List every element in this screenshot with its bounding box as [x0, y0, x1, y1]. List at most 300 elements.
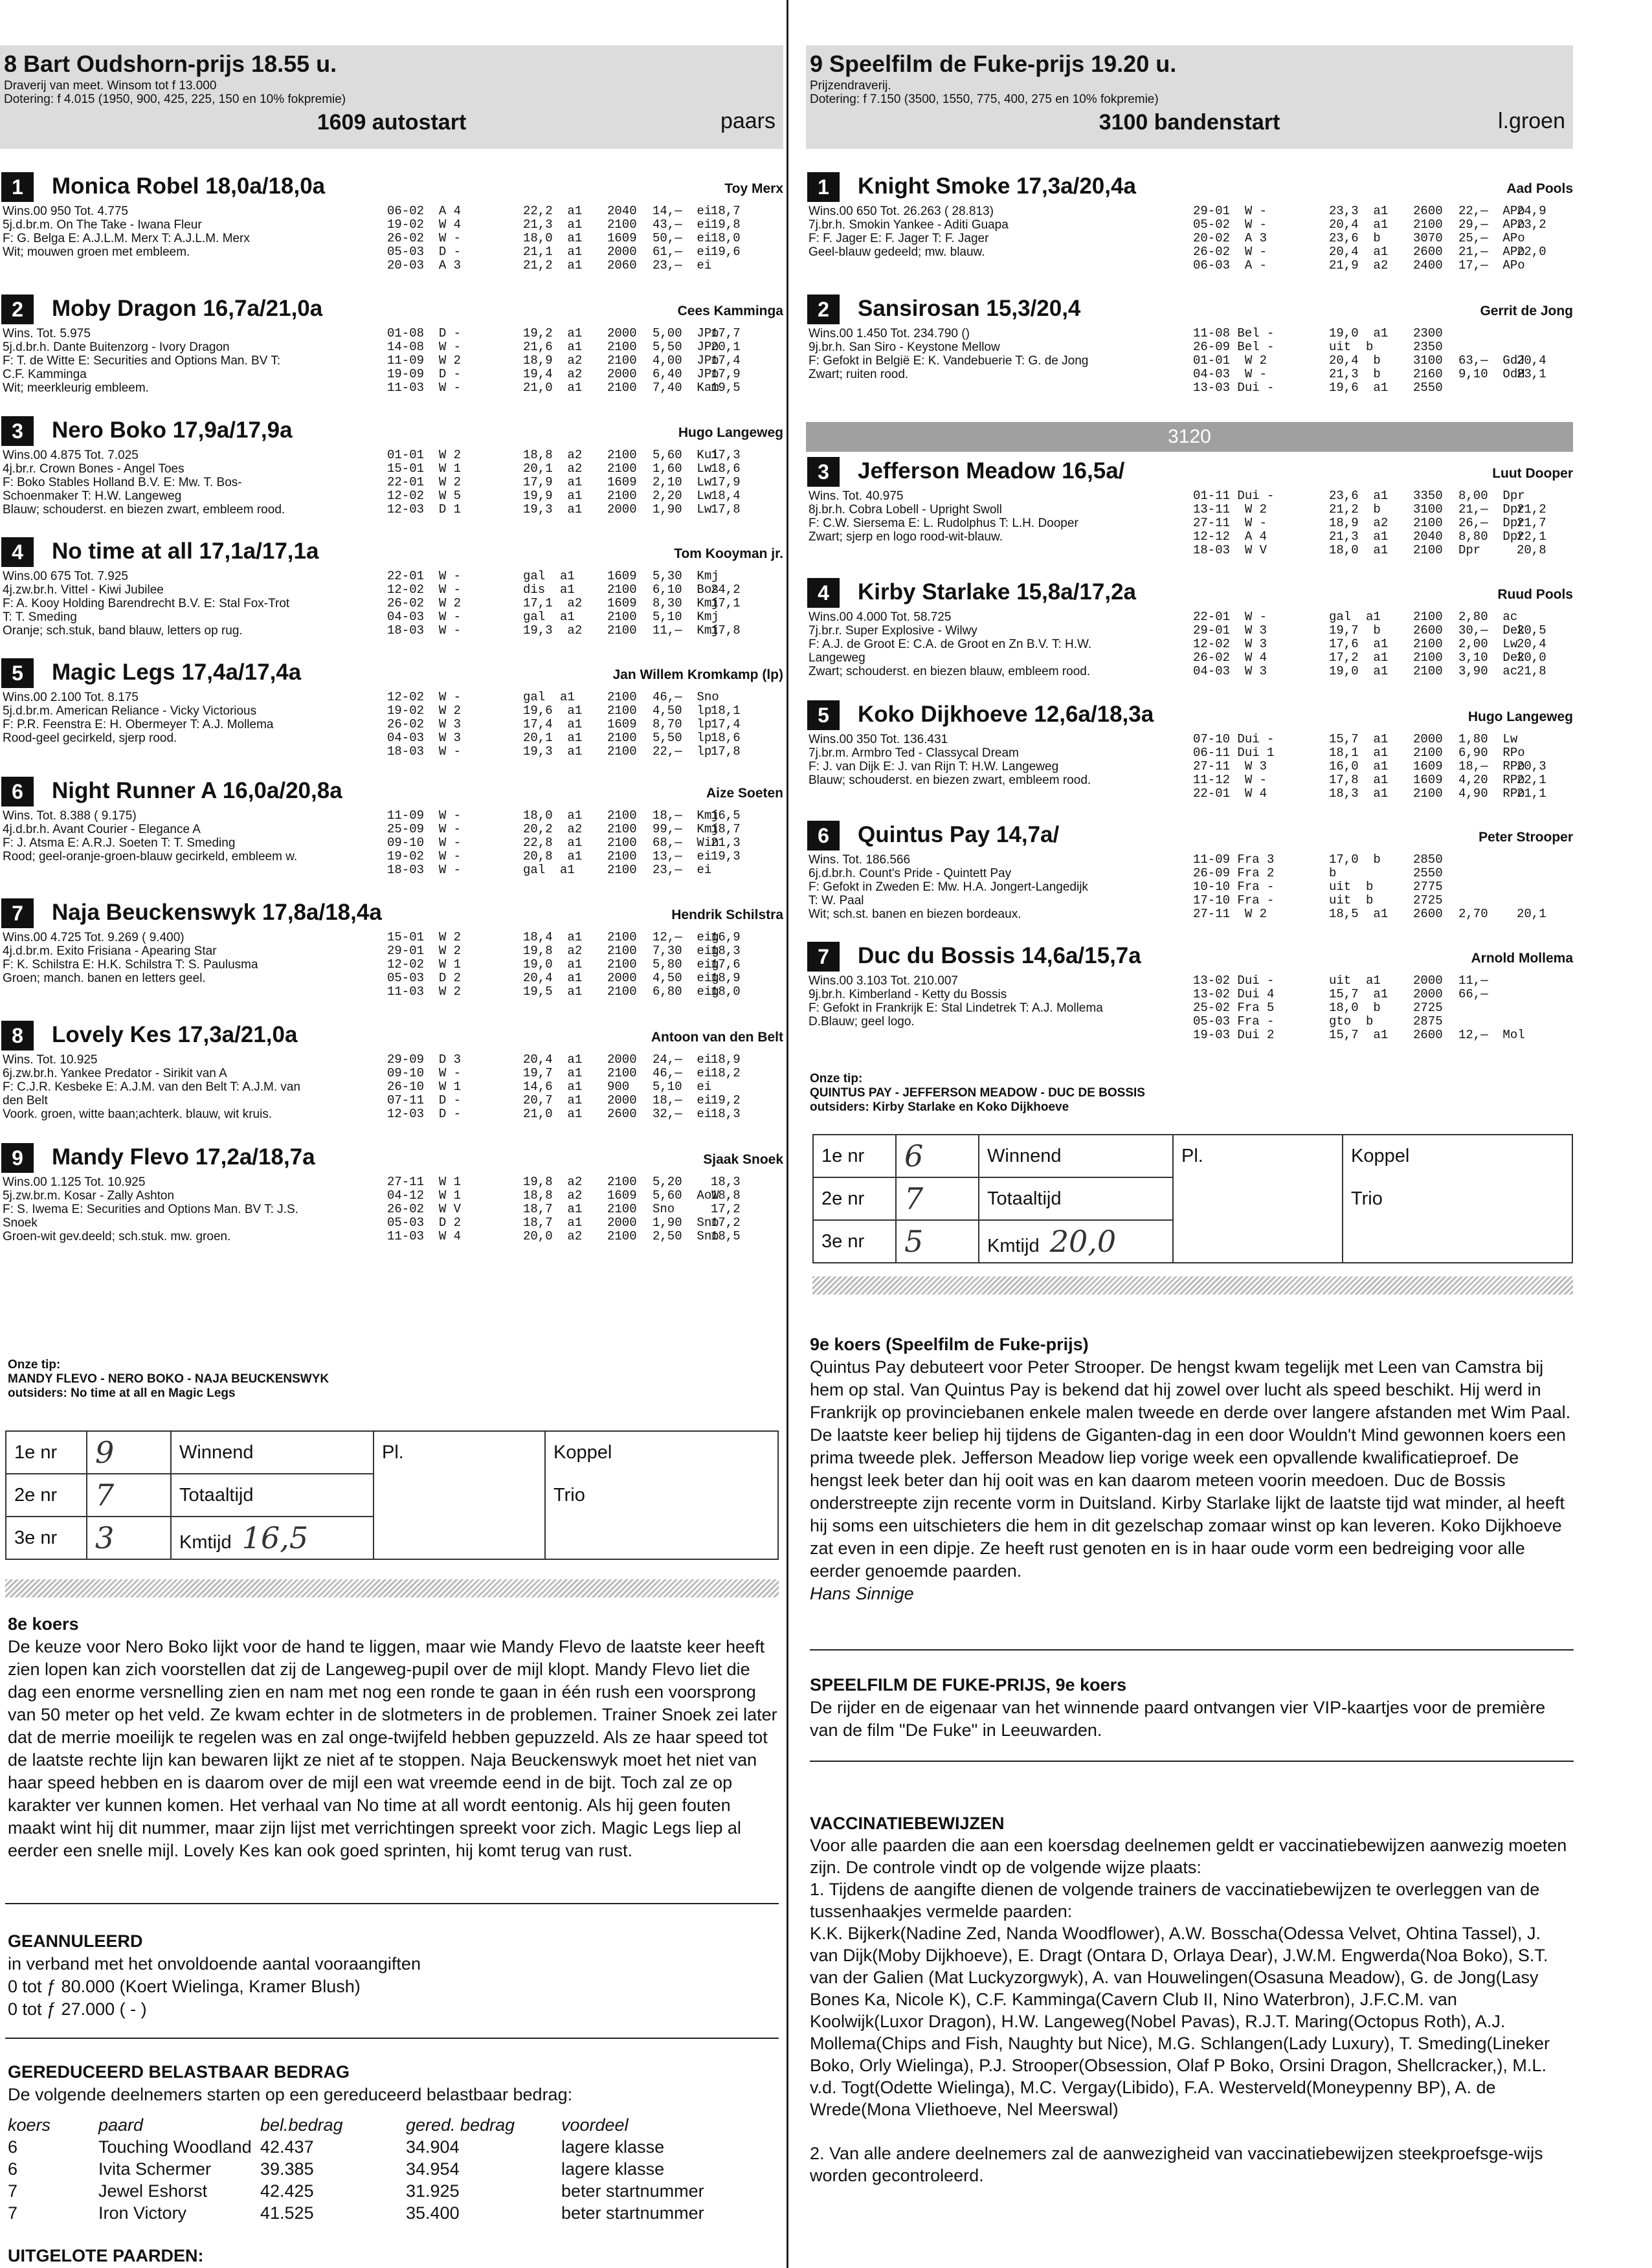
horse-info-line: Wit; mouwen groen met embleem. [3, 245, 190, 259]
horse-name: Night Runner A 16,0a/20,8a [52, 778, 342, 803]
performance-cell: 19,9 a1 [523, 489, 583, 503]
performance-cell: 23,3 a1 [1329, 204, 1389, 218]
performance-cell: 6,10 Bos [653, 583, 719, 597]
horse-info-line: Wins.00 4.000 Tot. 58.725 [809, 610, 952, 624]
performance-cell: 20,4 b [1329, 353, 1381, 368]
horse-info-line: Wins. Tot. 5.975 [3, 327, 91, 340]
performance-cell: 29-01 W 2 [387, 944, 462, 958]
horse-info-line: Wins.00 1.125 Tot. 10.925 [3, 1175, 146, 1189]
performance-cell: 46,— Sno [653, 690, 719, 704]
horse-info [809, 733, 1184, 787]
horse-info [809, 853, 1184, 921]
performance-cell: 3350 [1413, 489, 1443, 503]
horse-info-line: Wins. Tot. 40.975 [809, 489, 904, 503]
performance-cell: 04-03 W - [387, 610, 462, 624]
performance-cell: 2100 [607, 849, 637, 863]
performance-cell: 3,10 Dek [1458, 650, 1525, 665]
race-conditions [4, 79, 346, 106]
horse-info-line: Rood-geel gecirkeld, sjerp rood. [3, 731, 177, 745]
performance-cell: 29-09 D 3 [387, 1052, 462, 1067]
performance-cell: 20,1 a1 [523, 731, 583, 745]
performance-cell: 2,20 Lw [653, 489, 712, 503]
horse-info [3, 809, 378, 863]
horse-info [809, 610, 1184, 678]
performance-cell: uit a1 [1329, 973, 1381, 988]
start-number: 6 [807, 821, 840, 850]
horse-info-line: D.Blauw; geel logo. [809, 1015, 915, 1028]
performance-cell: 20,4 a1 [1329, 217, 1389, 232]
performance-cell: 2000 [607, 326, 637, 340]
performance-cell: gal a1 [523, 690, 575, 704]
performance-cell: 2775 [1413, 880, 1443, 894]
divider [5, 2038, 779, 2039]
performance-cell: 04-12 W 1 [387, 1188, 462, 1203]
performance-cell: 3100 [1413, 502, 1443, 517]
performance-cell: 2160 [1413, 367, 1443, 381]
performance-cell: 18,3 [711, 1107, 741, 1121]
gereduceerd-title: GEREDUCEERD BELASTBAAR BEDRAG [8, 2062, 350, 2082]
performance-cell: 2850 [1413, 852, 1443, 867]
performance-cell: 8,80 Dpr [1458, 529, 1525, 544]
performance-cell: 2100 [1413, 516, 1443, 530]
performance-cell: 17,6 a1 [1329, 637, 1389, 651]
performance-cell: 17,4 [711, 353, 741, 368]
performance-cell: 1609 [1413, 759, 1443, 773]
performance-cell: 15,7 a1 [1329, 987, 1389, 1001]
table-cell: 6 [8, 2159, 18, 2179]
horse-info-line: Wins.00 3.103 Tot. 210.007 [809, 974, 958, 988]
horse-info-line: F: A.J. de Groot E: C.A. de Groot en Zn B.V. T: H.W. [809, 638, 1092, 651]
performance-cell: 18,4 [711, 489, 741, 503]
vaccinatie-title: VACCINATIEBEWIJZEN [810, 1814, 1005, 1833]
performance-cell: 18-03 W - [387, 744, 462, 759]
performance-cell: 2100 [607, 1066, 637, 1080]
performance-cell: 18,2 [711, 1066, 741, 1080]
horse-info-line: Wins.00 350 Tot. 136.431 [809, 733, 948, 746]
race-header-8 [0, 45, 783, 149]
performance-cell: 07-10 Dui - [1193, 732, 1275, 746]
performance-cell: 19,3 [711, 849, 741, 863]
start-number: 4 [1, 537, 34, 567]
performance-cell: 18,7 a1 [523, 1216, 583, 1230]
performance-cell: 14,6 a1 [523, 1080, 583, 1094]
performance-cell: 17,2 a1 [1329, 650, 1389, 665]
performance-cell: 11-12 W - [1193, 773, 1267, 787]
performance-cell: 26-09 Fra 2 [1193, 866, 1275, 880]
race-header-9 [806, 45, 1573, 149]
performance-cell: 20,8 a1 [523, 849, 583, 863]
second-handwritten[interactable]: 7 [87, 1474, 171, 1517]
performance-cell: 23,— ei [653, 863, 712, 877]
performance-cell: 2000 [1413, 987, 1443, 1001]
performance-cell: 20,2 a2 [523, 822, 583, 836]
second-label: 2e nr [813, 1177, 896, 1220]
performance-cell: 27-11 W - [1193, 516, 1267, 530]
performance-cell: 19,3 a2 [523, 623, 583, 638]
performance-cell: 17,1 a2 [523, 596, 583, 610]
performance-cell: uit b [1329, 893, 1374, 907]
article-author: Hans Sinnige [810, 1584, 914, 1603]
table-cell: beter startnummer [561, 2181, 704, 2201]
first-handwritten[interactable]: 9 [87, 1431, 171, 1474]
performance-cell: uit b [1329, 880, 1374, 894]
performance-cell: 18,5 [711, 1229, 741, 1243]
performance-cell: 23,6 b [1329, 231, 1381, 245]
performance-cell: 17,8 [711, 623, 741, 638]
performance-cell: 21,— Dpr [1458, 502, 1525, 517]
vaccinatie-text: 2. Van alle andere deelnemers zal de aanwezigheid van vaccinatiebewijzen steekproefsge-wijs worden gecontroleerd. [810, 2144, 1543, 2185]
distance-separator: 3120 [806, 422, 1573, 452]
geannuleerd-line: 0 tot ƒ 27.000 ( - ) [8, 1999, 147, 2019]
horse-name: Jefferson Meadow 16,5a/ [858, 458, 1125, 484]
performance-cell: 12,— eig [653, 930, 719, 944]
second-handwritten[interactable]: 7 [896, 1177, 979, 1220]
horse-info [3, 691, 378, 745]
article-title: 8e koers [8, 1614, 79, 1634]
performance-cell: 2350 [1413, 340, 1443, 354]
tip-box [8, 1358, 329, 1401]
performance-cell: Sno [653, 1202, 675, 1216]
driver-name: Gerrit de Jong [1480, 304, 1573, 318]
divider [5, 1903, 779, 1904]
performance-cell: 17,6 [711, 957, 741, 972]
performance-cell: 61,— ei [653, 245, 712, 259]
performance-cell: 16,5 [711, 808, 741, 823]
performance-cell: 4,90 RPo [1458, 786, 1525, 801]
horse-info-line: F: Boko Stables Holland B.V. E: Mw. T. Bos- [3, 476, 242, 489]
performance-cell: 43,— ei [653, 217, 712, 232]
performance-cell: 22,— lp [653, 744, 712, 759]
performance-cell: 5,10 Kmj [653, 610, 719, 624]
performance-cell: 18,9 [711, 971, 741, 985]
performance-cell: 2600 [607, 1107, 637, 1121]
horse-name: Kirby Starlake 15,8a/17,2a [858, 579, 1137, 605]
performance-cell: gto b [1329, 1014, 1374, 1028]
performance-cell: 18,6 [711, 731, 741, 745]
table-cell: 34.904 [406, 2137, 460, 2157]
performance-cell: 2100 [607, 1175, 637, 1189]
performance-cell: 8,30 Kmj [653, 596, 719, 610]
performance-cell: 1,60 Lw [653, 461, 712, 476]
kmtijd-handwritten: 20,0 [1049, 1224, 1117, 1259]
horse-info-line: F: S. Iwema E: Securities and Options Man. BV T: J.S. [3, 1203, 298, 1216]
performance-cell: 11-08 Bel - [1193, 326, 1275, 340]
horse-info [809, 489, 1184, 544]
performance-cell: 2100 [607, 690, 637, 704]
horse-info-line: Groen-wit gev.deeld; sch.stuk. mw. groen. [3, 1230, 231, 1243]
performance-cell: 17,— APo [1458, 258, 1525, 272]
performance-cell: 2100 [607, 583, 637, 597]
table-cell: 41.525 [260, 2203, 314, 2223]
performance-cell: 2100 [607, 217, 637, 232]
horse-info-line: Langeweg [809, 651, 865, 665]
performance-cell: 2000 [607, 502, 637, 517]
performance-cell: 2,80 ac [1458, 610, 1518, 624]
performance-cell: 2100 [1413, 786, 1443, 801]
performance-cell: 04-03 W 3 [387, 731, 462, 745]
performance-cell: 12-02 W 5 [387, 489, 462, 503]
performance-cell: 13-02 Dui 4 [1193, 987, 1275, 1001]
performance-cell: 99,— Kmj [653, 822, 719, 836]
horse-info-line: F: Gefokt in Frankrijk E: Stal Lindetrek T: A.J. Mollema [809, 1001, 1103, 1015]
performance-cell: 7,40 Kam [653, 381, 719, 395]
race-start: 3100 bandenstart [1099, 110, 1280, 135]
performance-cell: 7,30 eig [653, 944, 719, 958]
race-color: l.groen [1498, 109, 1565, 133]
performance-cell: 11,— Kmj [653, 623, 719, 638]
start-number: 3 [807, 457, 840, 487]
performance-cell: 2550 [1413, 381, 1443, 395]
performance-cell: 3100 [1413, 353, 1443, 368]
horse-info-line: F: C.W. Siersema E: L. Rudolphus T: L.H. Dooper [809, 517, 1078, 530]
horse-info-line: Wins.00 675 Tot. 7.925 [3, 570, 128, 583]
speelfilm-text: De rijder en de eigenaar van het winnende paard ontvangen vier VIP-kaartjes voor de première van de film "De Fuke" in Leeuwarden. [810, 1698, 1546, 1740]
performance-cell: 18,8 a2 [523, 1188, 583, 1203]
horse-info [3, 449, 378, 517]
performance-cell: 5,80 eig [653, 957, 719, 972]
performance-cell: 50,— ei [653, 231, 712, 245]
horse-info-line: F: J. Atsma E: A.R.J. Soeten T: T. Smeding [3, 836, 236, 850]
performance-cell: 22,0 [1517, 245, 1546, 259]
performance-cell: 2100 [607, 610, 637, 624]
performance-cell: 22-01 W 2 [387, 475, 462, 489]
performance-cell: 12,— Mol [1458, 1028, 1525, 1042]
performance-cell: 2000 [607, 1052, 637, 1067]
performance-cell: 17,8 a1 [1329, 773, 1389, 787]
performance-cell: 18,0 [711, 231, 741, 245]
performance-cell: 18,4 a1 [523, 930, 583, 944]
horse-info-line: Zwart; sjerp en logo rood-wit-blauw. [809, 530, 1003, 544]
kmtijd-cell[interactable] [979, 1220, 1173, 1263]
performance-cell: 22,— APo [1458, 204, 1525, 218]
performance-cell: 32,— ei [653, 1107, 712, 1121]
performance-cell: 18,3 [711, 1175, 741, 1189]
table-cell: 35.400 [406, 2203, 460, 2223]
performance-cell: 5,00 JPo [653, 326, 719, 340]
performance-cell: 23,2 [1517, 217, 1546, 232]
performance-cell: uit b [1329, 340, 1374, 354]
horse-info-line: Zwart; schouderst. en biezen blauw, embleem rood. [809, 665, 1091, 678]
driver-name: Aize Soeten [706, 786, 783, 801]
horse-info-line: Groen; manch. banen en letters geel. [3, 972, 206, 985]
performance-cell: 29-01 W - [1193, 204, 1267, 218]
gereduceerd-table [8, 2114, 710, 2224]
performance-cell: 18,7 [711, 822, 741, 836]
race-dotering: Dotering: f 4.015 (1950, 900, 425, 225, 150 en 10% fokpremie) [4, 93, 346, 106]
performance-cell: gal a1 [523, 863, 575, 877]
geannuleerd-section [8, 1930, 778, 2021]
performance-cell: 12-02 W 3 [1193, 637, 1267, 651]
performance-cell: 3,90 ac [1458, 664, 1518, 678]
horse-info-line: F: C.J.R. Kesbeke E: A.J.M. van den Belt T: A.J.M. van [3, 1080, 301, 1094]
performance-cell: 18-03 W - [387, 863, 462, 877]
kmtijd-cell[interactable] [171, 1517, 374, 1559]
performance-cell: 21,1 [1517, 786, 1546, 801]
driver-name: Hugo Langeweg [1468, 709, 1573, 724]
horse-info-line: Geel-blauw gedeeld; mw. blauw. [809, 245, 985, 259]
pl-label: Pl. [1173, 1135, 1343, 1263]
performance-cell: 05-03 Fra - [1193, 1014, 1275, 1028]
performance-cell: 2000 [1413, 973, 1443, 988]
performance-cell: 19,2 a1 [523, 326, 583, 340]
horse-info-line: Wins.00 4.875 Tot. 7.025 [3, 449, 139, 462]
performance-cell: 8,00 Dpr [1458, 489, 1525, 503]
performance-cell: 13-11 W 2 [1193, 502, 1267, 517]
performance-cell: 17,4 [711, 717, 741, 731]
performance-cell: 1,90 Sno [653, 1216, 719, 1230]
horse-info-line: 9j.br.h. Kimberland - Ketty du Bossis [809, 988, 1007, 1001]
gereduceerd-intro: De volgende deelnemers starten op een gereduceerd belastbaar bedrag: [8, 2085, 573, 2104]
performance-cell: 18,0 a1 [523, 808, 583, 823]
performance-cell: b [1329, 866, 1337, 880]
performance-cell: 2,00 Lw [1458, 637, 1518, 651]
performance-cell: 22,2 a1 [523, 204, 583, 218]
horse-info-line: Wins.00 650 Tot. 26.263 ( 28.813) [809, 205, 994, 218]
third-handwritten[interactable]: 3 [87, 1517, 171, 1559]
performance-cell: 2,10 Lw [653, 475, 712, 489]
performance-cell: 2000 [607, 1093, 637, 1107]
table-cell: 42.437 [260, 2137, 314, 2157]
performance-cell: 2100 [607, 353, 637, 368]
performance-cell: 2100 [607, 836, 637, 850]
performance-cell: 2100 [607, 489, 637, 503]
performance-cell: 46,— ei [653, 1066, 712, 1080]
performance-cell: 15,7 a1 [1329, 1028, 1389, 1042]
performance-cell: 2600 [1413, 623, 1443, 638]
performance-cell: 11-03 W 2 [387, 984, 462, 999]
performance-cell: 11,— [1458, 973, 1488, 988]
horse-info-line: Snoek [3, 1216, 38, 1230]
horse-info-line: T: T. Smeding [3, 610, 77, 624]
performance-cell: 19,4 a2 [523, 367, 583, 381]
performance-cell: 13,— ei [653, 849, 712, 863]
performance-cell: 2000 [1413, 732, 1443, 746]
horse-name: Sansirosan 15,3/20,4 [858, 296, 1081, 321]
performance-cell: 18,7 [711, 204, 741, 218]
driver-name: Aad Pools [1506, 181, 1573, 196]
performance-cell: 21,2 b [1329, 502, 1381, 517]
tip-box [810, 1072, 1145, 1115]
performance-cell: 19,6 a1 [1329, 381, 1389, 395]
horse-info-line: 7j.br.r. Super Explosive - Wilwy [809, 624, 977, 638]
horse-info-line: F: T. de Witte E: Securities and Options Man. BV T: [3, 354, 281, 368]
kmtijd-label: Kmtijd [987, 1236, 1040, 1256]
performance-cell: 17,0 b [1329, 852, 1381, 867]
performance-cell: 15-01 W 2 [387, 930, 462, 944]
speelfilm-section [810, 1674, 1574, 1742]
performance-cell: 05-03 D 2 [387, 971, 462, 985]
performance-cell: 19,7 b [1329, 623, 1381, 638]
performance-cell: 11-03 W - [387, 381, 462, 395]
performance-cell: 23,6 a1 [1329, 489, 1389, 503]
horse-info-line: F: P.R. Feenstra E: H. Obermeyer T: A.J. Mollema [3, 718, 274, 731]
performance-cell: 17-10 Fra - [1193, 893, 1275, 907]
performance-cell: 4,50 eig [653, 971, 719, 985]
performance-cell: 2040 [1413, 529, 1443, 544]
table-header-cell: koers [8, 2115, 51, 2135]
performance-cell: 05-03 D - [387, 245, 462, 259]
performance-cell: 2100 [607, 381, 637, 395]
performance-cell: 17,7 [711, 326, 741, 340]
performance-cell: 17,3 [711, 448, 741, 462]
geannuleerd-line: 0 tot ƒ 80.000 (Koert Wielinga, Kramer Blush) [8, 1977, 361, 1996]
performance-cell: 20,4 a1 [523, 1052, 583, 1067]
performance-cell: 20-02 A 3 [1193, 231, 1267, 245]
performance-cell: 18,0 a1 [1329, 543, 1389, 557]
performance-cell: 21,8 [1517, 664, 1546, 678]
uitgeloot-title: UITGELOTE PAARDEN: [8, 2246, 204, 2265]
performance-cell: 21,1 a1 [523, 245, 583, 259]
performance-cell: 19,3 a1 [523, 744, 583, 759]
third-label: 3e nr [813, 1220, 896, 1263]
performance-cell: 5,30 Kmj [653, 569, 719, 583]
performance-cell: 6,40 JPo [653, 367, 719, 381]
horse-info-line: 7j.br.m. Armbro Ted - Classycal Dream [809, 746, 1019, 760]
table-cell: 7 [8, 2203, 18, 2223]
performance-cell: 01-01 W 2 [1193, 353, 1267, 368]
horse-info-line: 5j.d.br.m. On The Take - Iwana Fleur [3, 218, 202, 232]
performance-cell: 18,6 [711, 461, 741, 476]
start-number: 7 [807, 942, 840, 972]
performance-cell: 20,0 a2 [523, 1229, 583, 1243]
performance-cell: 19,6 [711, 245, 741, 259]
speelfilm-title: SPEELFILM DE FUKE-PRIJS, 9e koers [810, 1675, 1127, 1695]
koppel-label: Koppel [1343, 1135, 1572, 1177]
performance-cell: 20,4 a1 [1329, 245, 1389, 259]
performance-cell: 2,50 Sno [653, 1229, 719, 1243]
performance-cell: 17,2 [711, 1216, 741, 1230]
performance-cell: 23,1 [1517, 367, 1546, 381]
race-conditions [810, 79, 1159, 106]
article-text: Quintus Pay debuteert voor Peter Strooper. De hengst kwam tegelijk met Leen van Camstra bij hem op stal. Van Quintus Pay is bekend dat hij zowel over lucht als speed beschikt. Hij werd in Frankrijk op provinciebanen enkele malen tweede en derde over langere afstanden met Wim Paal. De laatste keer beliep hij tijdens de Giganten-dag in een door Wouldn't Mind gewonnen koers een prima tweede plek. Jefferson Meadow liep vorige week een opvallende kwalificatieproef. De hengst leek beter dan hij ooit was en kan daarom meteen voorin meedoen. Duc de Bossis onderstreepte zijn recente vorm in Duitsland. Kirby Starlake lijkt de laatste tijd wat minder, al heeft hij soms een uitschieters die hem in dit gezelschap zomaar winst op kan leveren. Koko Dijkhoeve zat even in een dipje. Ze heeft rust genoten en is in haar oude vorm een bedreiging voor alle eerder genoemde paarden. [810, 1357, 1571, 1581]
performance-cell: 01-08 D - [387, 326, 462, 340]
performance-cell: 2100 [607, 340, 637, 354]
performance-cell: 17,1 [711, 596, 741, 610]
result-form [812, 1134, 1573, 1263]
performance-cell: 23,— ei [653, 258, 712, 272]
performance-cell: 21,— APo [1458, 245, 1525, 259]
table-row [8, 2158, 710, 2180]
totaaltijd-label: Totaaltijd [979, 1177, 1173, 1220]
performance-cell: 2100 [1413, 746, 1443, 760]
performance-cell: 5,60 Kui [653, 448, 719, 462]
performance-cell: dis a1 [523, 583, 575, 597]
performance-cell: 11-09 Fra 3 [1193, 852, 1275, 867]
horse-info-line: F: J. van Dijk E: J. van Rijn T: H.W. Langeweg [809, 760, 1059, 773]
performance-cell: 1609 [1413, 773, 1443, 787]
horse-name: Knight Smoke 17,3a/20,4a [858, 173, 1136, 199]
performance-cell: 2100 [607, 957, 637, 972]
performance-cell: 24,2 [711, 583, 741, 597]
horse-name: No time at all 17,1a/17,1a [52, 539, 319, 564]
performance-cell: 18,1 [711, 704, 741, 718]
performance-cell: 19,8 [711, 217, 741, 232]
performance-cell: 18,3 [711, 944, 741, 958]
third-handwritten[interactable]: 5 [896, 1220, 979, 1263]
performance-cell: 1609 [607, 475, 637, 489]
performance-cell: 29,— APo [1458, 217, 1525, 232]
performance-cell: 27-11 W 3 [1193, 759, 1267, 773]
horse-info-line: Oranje; sch.stuk, band blauw, letters op rug. [3, 624, 243, 638]
performance-cell: 01-11 Dui - [1193, 489, 1275, 503]
first-handwritten[interactable]: 6 [896, 1135, 979, 1177]
performance-cell: 2100 [1413, 664, 1443, 678]
table-header-cell: voordeel [561, 2115, 629, 2135]
performance-cell: 20,4 a1 [523, 971, 583, 985]
performance-cell: 1609 [607, 717, 637, 731]
kmtijd-label: Kmtijd [179, 1532, 232, 1553]
performance-cell: 19,8 a2 [523, 944, 583, 958]
